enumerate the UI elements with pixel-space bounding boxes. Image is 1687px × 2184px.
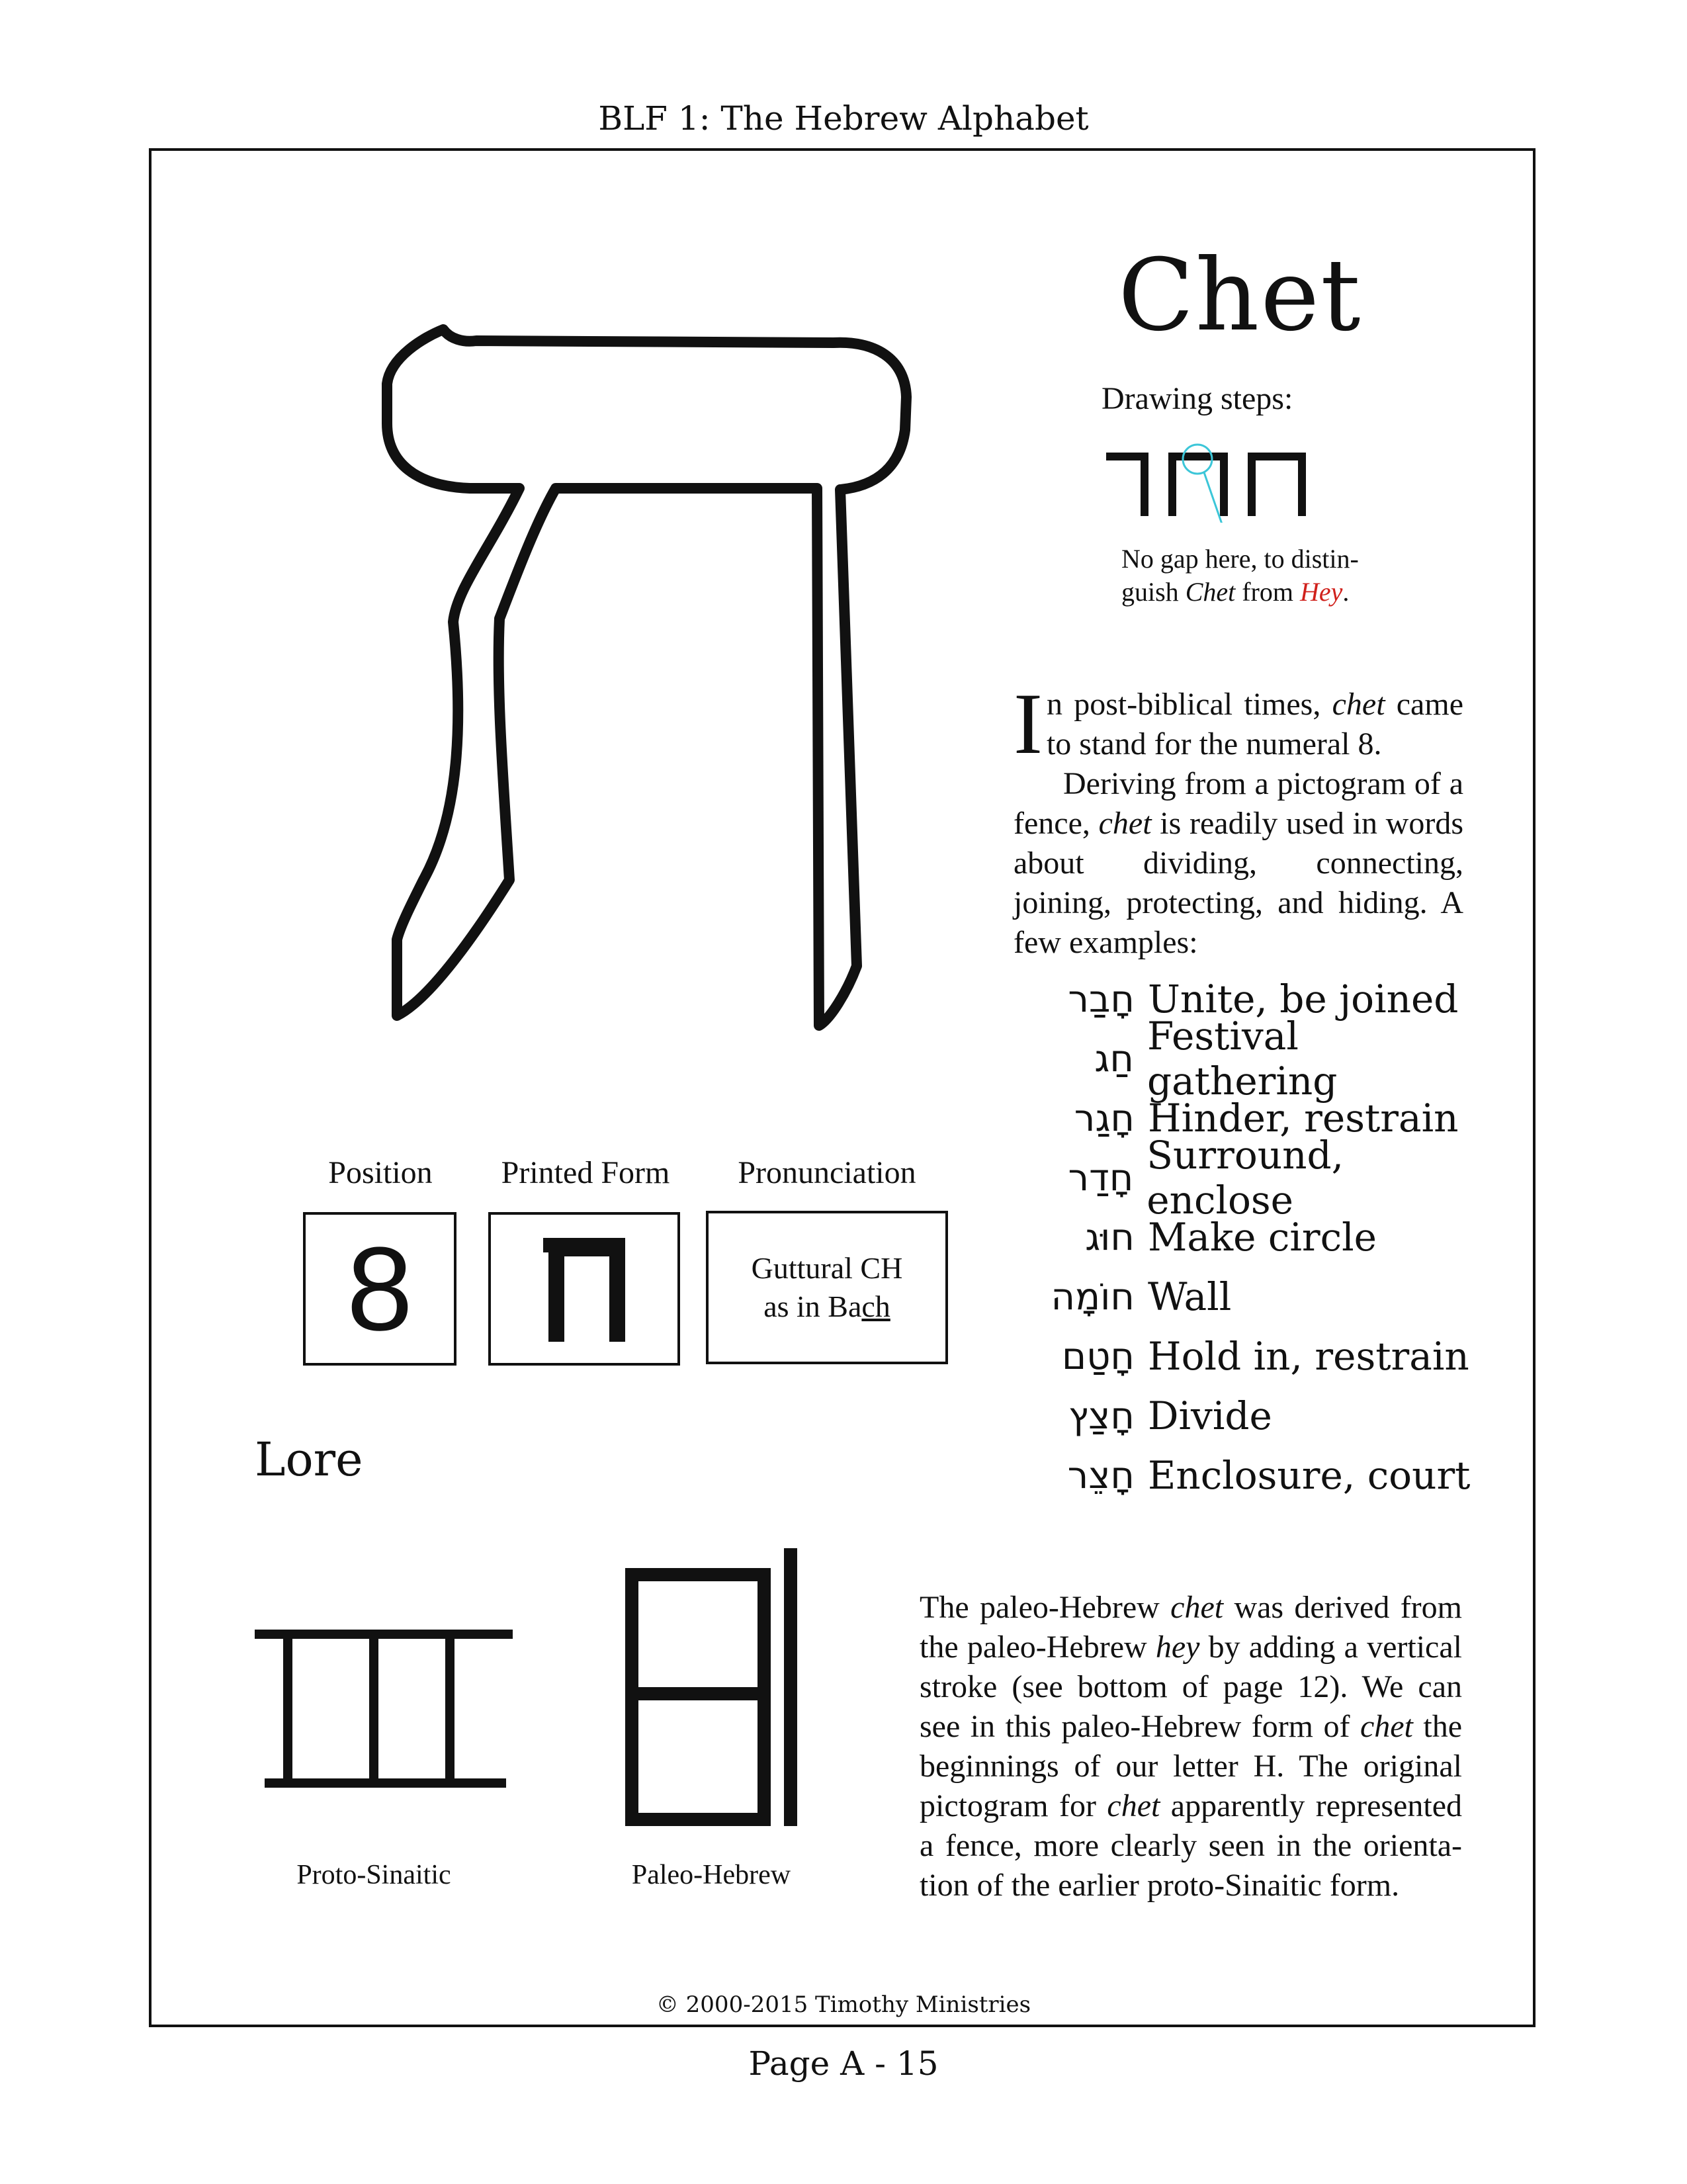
pron-underlined: ch xyxy=(861,1289,890,1323)
example-hebrew: חוּג xyxy=(1085,1215,1135,1259)
drawing-steps xyxy=(1098,437,1310,523)
position-label: Position xyxy=(328,1155,433,1190)
lore-text: the beginnings of our letter H. The original pictogram for xyxy=(920,1709,1462,1823)
example-meaning: Hold in, restrain xyxy=(1148,1334,1469,1379)
proto-sinaitic-caption: Proto-Sinaitic xyxy=(296,1860,451,1890)
list-item xyxy=(1035,1446,1498,1505)
note-text: from xyxy=(1235,577,1300,607)
example-hebrew: חָדַר xyxy=(1068,1156,1134,1200)
pron-text: as in Ba xyxy=(763,1289,862,1323)
drop-cap: I xyxy=(1014,675,1043,772)
example-meaning: Unite, be joined xyxy=(1148,977,1459,1022)
list-item xyxy=(1035,1133,1498,1223)
lore-italic: chet xyxy=(1360,1709,1413,1744)
lore-heading: Lore xyxy=(255,1432,363,1487)
examples-list xyxy=(1035,969,1498,1505)
paleo-hebrew-caption: Paleo-Hebrew xyxy=(631,1860,791,1890)
proto-sinaitic-glyph xyxy=(251,1614,516,1800)
example-meaning: Make circle xyxy=(1148,1215,1377,1260)
lore-paragraph xyxy=(920,1588,1462,1905)
drawing-note-line1: No gap here, to distin- xyxy=(1121,544,1359,574)
letter-name: Chet xyxy=(1118,238,1362,353)
pronunciation-box xyxy=(706,1211,948,1364)
intro-chet: chet xyxy=(1332,687,1385,722)
example-hebrew: חוֹמָה xyxy=(1051,1275,1135,1319)
printed-form-label: Printed Form xyxy=(501,1155,670,1190)
example-hebrew: חָבַר xyxy=(1068,977,1135,1021)
note-chet: Chet xyxy=(1185,577,1236,607)
intro-p2 xyxy=(1014,764,1463,963)
lore-text: by adding a vertical stroke (see bottom of page 12). We can see in this paleo-Hebrew form of xyxy=(920,1630,1462,1744)
lore-text: The paleo-Hebrew xyxy=(920,1590,1171,1625)
drawing-steps-glyphs xyxy=(1098,437,1310,523)
example-hebrew: חָגַר xyxy=(1074,1096,1135,1140)
drawing-steps-label: Drawing steps: xyxy=(1102,381,1293,416)
note-hey: Hey xyxy=(1300,577,1343,607)
pronunciation-label: Pronunciation xyxy=(738,1155,916,1190)
list-item xyxy=(1035,1386,1498,1446)
example-hebrew: חָצֵר xyxy=(1067,1454,1135,1497)
header-title: BLF 1: The Hebrew Alphabet xyxy=(598,99,1089,138)
example-meaning: Surround, enclose xyxy=(1146,1133,1344,1223)
lore-text: was derived from the paleo-Hebrew xyxy=(920,1590,1462,1665)
note-text: guish xyxy=(1121,577,1186,607)
pronunciation-line1: Guttural CH xyxy=(751,1251,903,1285)
lore-italic: hey xyxy=(1155,1630,1200,1665)
paleo-hebrew-glyph xyxy=(619,1542,810,1833)
example-meaning: Enclosure, court xyxy=(1148,1453,1471,1498)
example-hebrew: חָטַם xyxy=(1061,1334,1135,1378)
list-item xyxy=(1035,1327,1498,1386)
intro-text: is readily used in words about dividing, connecting, joining, protecting, and hiding. A few examples: xyxy=(1014,806,1463,960)
list-item xyxy=(1035,1267,1498,1327)
intro-text: n post-biblical times, xyxy=(1046,687,1332,722)
large-chet-outline xyxy=(370,311,939,1065)
intro-text: came to stand for the numeral 8. xyxy=(1046,687,1463,762)
page-number: Page A - 15 xyxy=(748,2044,939,2083)
intro-paragraph xyxy=(1014,675,1463,963)
intro-chet: chet xyxy=(1098,806,1152,841)
example-meaning: Hinder, restrain xyxy=(1148,1096,1459,1141)
list-item xyxy=(1035,1014,1498,1104)
pronunciation-line2 xyxy=(763,1288,890,1326)
lore-italic: chet xyxy=(1107,1788,1160,1823)
position-box xyxy=(303,1212,456,1366)
lore-text: apparently represented a fence, more clearly seen in the orienta-tion of the earlier proto-Sinaitic form. xyxy=(920,1788,1462,1903)
lore-italic: chet xyxy=(1170,1590,1224,1625)
position-value: 8 xyxy=(346,1222,413,1356)
drawing-note-line2 xyxy=(1121,576,1359,609)
note-text: . xyxy=(1342,577,1350,607)
example-meaning: Wall xyxy=(1148,1274,1232,1319)
example-meaning: Festival gathering xyxy=(1146,1014,1338,1104)
example-hebrew: חָצַץ xyxy=(1068,1394,1135,1438)
printed-form-box xyxy=(488,1212,680,1366)
example-meaning: Divide xyxy=(1148,1393,1272,1438)
printed-chet-glyph xyxy=(538,1233,630,1345)
example-hebrew: חַג xyxy=(1094,1037,1134,1080)
drawing-note xyxy=(1121,543,1359,609)
copyright: © 2000-2015 Timothy Ministries xyxy=(656,1991,1031,2018)
intro-text: Deriving from a pictogram of a fence, xyxy=(1014,766,1463,841)
